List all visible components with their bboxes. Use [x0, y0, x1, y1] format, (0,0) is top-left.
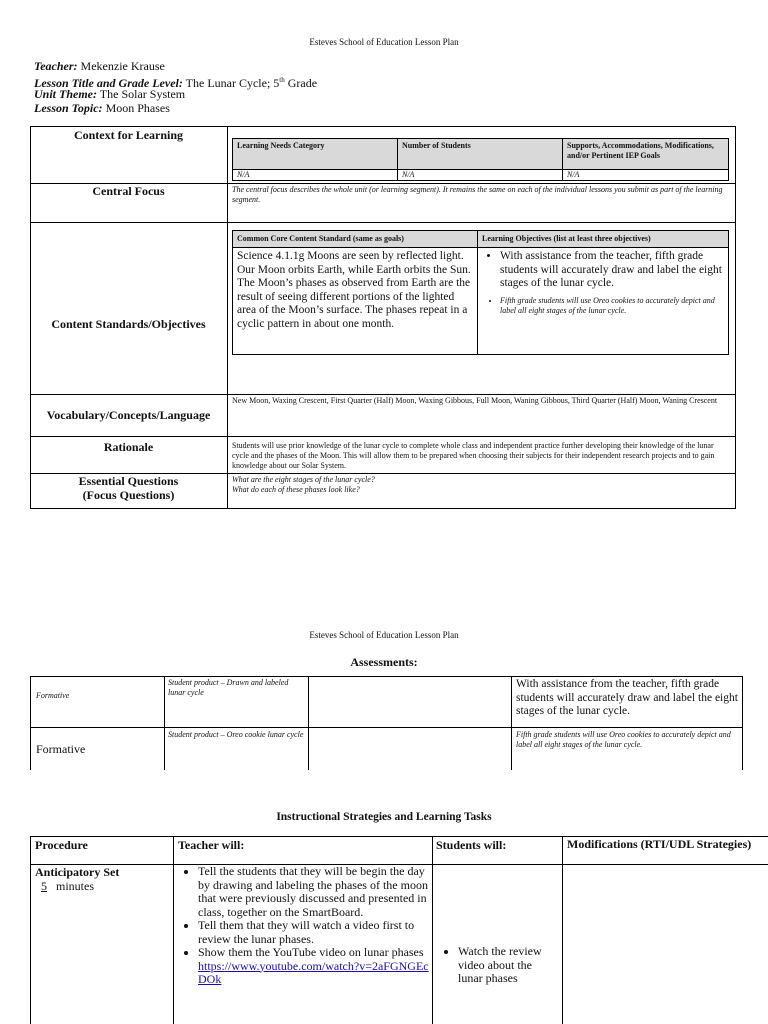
- vocabulary-label: Vocabulary/Concepts/Language: [46, 408, 211, 422]
- essential-question-2: What do each of these phases look like?: [232, 485, 360, 494]
- standards-table: [232, 230, 729, 355]
- student-item-1: • Watch the review video about the lunar phases: [458, 945, 558, 986]
- teacher-will-header: Teacher will:: [178, 838, 245, 852]
- teacher-item-3: [198, 946, 430, 987]
- anticipatory-set-label: Anticipatory Set: [35, 865, 120, 879]
- assessment-2-type: Formative: [36, 742, 86, 756]
- standard-text: Science 4.1.1g Moons are seen by reflected light. Our Moon orbits Earth, while Earth orbits the Sun. The Moon’s phases as observed from Earth are the result of seeing different portions of the lighted area of the Moon’s surface. The phases repeat in a cyclic pattern in about one month.: [233, 248, 478, 355]
- essential-label-2: (Focus Questions): [82, 488, 175, 502]
- assessments-title: Assessments:: [350, 655, 418, 669]
- lesson-label: Lesson Title and Grade Level:: [34, 76, 183, 90]
- teacher-label: Teacher:: [34, 59, 78, 73]
- teacher-will-cell: [180, 865, 430, 987]
- unit-line: [34, 87, 185, 101]
- central-focus-label: Central Focus: [92, 184, 165, 198]
- students-will-cell: [440, 945, 558, 986]
- students-will-header: Students will:: [436, 838, 507, 852]
- minutes-line: [35, 879, 119, 893]
- objective-1: • With assistance from the teacher, fifth grade students will accurately draw and label the eight stages of the lunar cycle.: [500, 250, 724, 291]
- standard-header: Common Core Content Standard (same as goals): [233, 231, 478, 248]
- learning-needs-value: N/A: [233, 170, 398, 181]
- modifications-header: Modifications (RTI/UDL Strategies): [567, 837, 752, 851]
- essential-questions-label: [30, 474, 227, 502]
- essential-questions-text: [232, 475, 728, 495]
- essential-label-1: Essential Questions: [78, 474, 179, 488]
- lesson-sup: th: [279, 76, 285, 84]
- instruction-title: Instructional Strategies and Learning Tasks: [276, 811, 492, 823]
- teacher-item-1: • Tell the students that they will be begin the day by drawing and labeling the phases of the moon that were previously discussed and presented in class, together on the SmartBoard.: [198, 865, 430, 919]
- assessment-1-type: Formative: [36, 691, 70, 700]
- content-standards-label: Content Standards/Objectives: [51, 317, 206, 331]
- unit-label: Unit Theme:: [34, 87, 97, 101]
- unit-theme: The Solar System: [99, 87, 186, 101]
- document-header: Esteves School of Education Lesson Plan: [309, 37, 459, 47]
- anticipatory-set-cell: [35, 865, 119, 893]
- teacher-item-2: • Tell them that they will watch a video first to review the lunar phases.: [198, 919, 430, 946]
- topic-label: Lesson Topic:: [34, 101, 103, 115]
- rationale-label: Rationale: [103, 440, 154, 454]
- objectives-cell: [478, 248, 729, 355]
- assessment-2-objective: Fifth grade students will use Oreo cookies to accurately depict and label all eight stages of the lunar cycle.: [516, 730, 731, 749]
- learning-needs-table: [232, 138, 729, 181]
- central-focus-text: The central focus describes the whole unit (or learning segment). It remains the same on each of the individual lessons you submit as part of the learning segment.: [232, 185, 723, 204]
- lesson-topic: Moon Phases: [105, 101, 170, 115]
- topic-line: [34, 101, 170, 115]
- vocabulary-text: New Moon, Waxing Crescent, First Quarter (Half) Moon, Waxing Gibbous, Full Moon, Waning Gibbous, Third Quarter (Half) Moon, Waning Crescent: [232, 396, 718, 405]
- number-students-header: Number of Students: [398, 139, 563, 170]
- assessment-1-objective: With assistance from the teacher, fifth grade students will accurately draw and label the eight stages of the lunar cycle.: [516, 678, 738, 717]
- minutes-value: 5: [41, 879, 47, 893]
- context-label: Context for Learning: [73, 128, 184, 142]
- supports-value: N/A: [563, 170, 729, 181]
- page2-header: Esteves School of Education Lesson Plan: [309, 630, 459, 640]
- learning-needs-header: Learning Needs Category: [233, 139, 398, 170]
- teacher-name: Mekenzie Krause: [80, 59, 165, 73]
- objectives-header: Learning Objectives (list at least three objectives): [478, 231, 729, 248]
- objective-2: • Fifth grade students will use Oreo cookies to accurately depict and label all eight stages of the lunar cycle.: [500, 296, 724, 316]
- lesson-title: The Lunar Cycle; 5: [185, 76, 280, 90]
- youtube-video-link[interactable]: https://www.youtube.com/watch?v=2aFGNGEcDOk: [198, 958, 429, 986]
- teacher-line: [34, 59, 165, 73]
- teacher-item-3-text: Show them the YouTube video on lunar phases: [198, 945, 424, 959]
- assessment-1-product: Student product – Drawn and labeled lunar cycle: [168, 678, 289, 697]
- lesson-suffix: Grade: [284, 76, 318, 90]
- minutes-label: minutes: [56, 879, 94, 893]
- rationale-text: Students will use prior knowledge of the lunar cycle to complete whole class and independent practice further developing their knowledge of the lunar cycle and the phases of the Moon. This will allow them to be prepared when choosing their subjects for their independent research projects and to gain knowledge about our Solar System.: [232, 441, 715, 470]
- essential-question-1: What are the eight stages of the lunar cycle?: [232, 475, 375, 484]
- procedure-header: Procedure: [35, 838, 88, 852]
- number-students-value: N/A: [398, 170, 563, 181]
- supports-header: Supports, Accommodations, Modifications, and/or Pertinent IEP Goals: [563, 139, 729, 170]
- assessment-2-product: Student product – Oreo cookie lunar cycle: [168, 730, 304, 739]
